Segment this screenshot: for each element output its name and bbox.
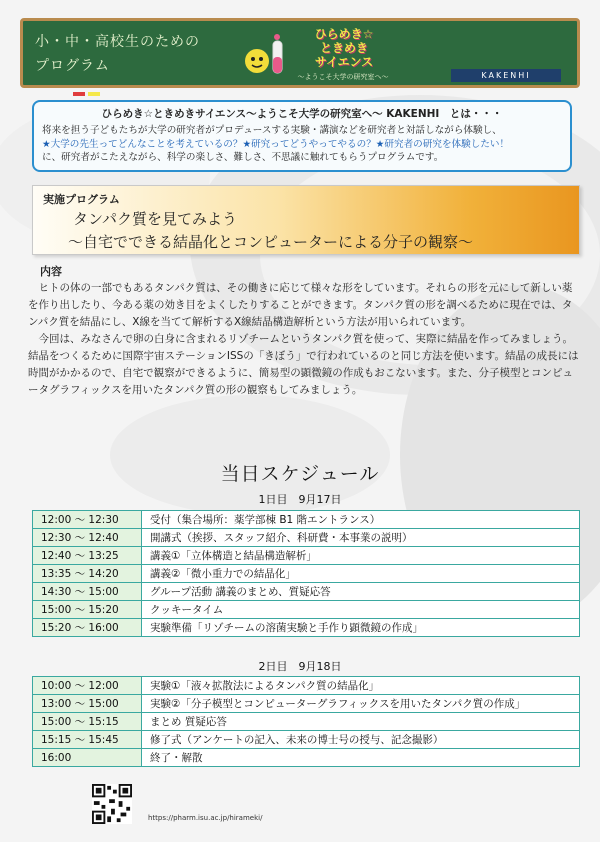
day2-schedule-table: [32, 676, 580, 767]
activity-cell: 受付（集合場所：薬学部棟 B1 階エントランス）: [142, 511, 580, 529]
program-title-banner: [32, 185, 580, 255]
logo-title-line: サイエンス: [314, 55, 374, 69]
table-row: [33, 749, 580, 767]
table-row: [33, 565, 580, 583]
time-cell: 10:00 〜 12:00: [33, 677, 142, 695]
time-cell: 15:20 〜 16:00: [33, 619, 142, 637]
content-paragraph: 今回は、みなさんで卵の白身に含まれるリゾチームというタンパク質を使って、実際に結晶を作ってみましょう。結晶をつくるために国際宇宙ステーションISSの「きぼう」で行われているのと同じ方法を使います。結晶の成長には時間がかかるので、自宅で観察ができるように、簡易型の顕微鏡の作成もおこないます。また、分子模型とコンピュータグラフィックスを用いたタンパク質の形の観察もしてみましょう。: [28, 333, 579, 396]
activity-cell: 修了式（アンケートの記入、未来の博士号の授与、記念撮影）: [142, 731, 580, 749]
table-row: [33, 713, 580, 731]
header-program-label: プログラム: [35, 58, 110, 74]
activity-cell: 開講式（挨拶、スタッフ紹介、科研費・本事業の説明）: [142, 529, 580, 547]
activity-cell: 実験②「分子模型とコンピューターグラフィックスを用いたタンパク質の作成」: [142, 695, 580, 713]
time-cell: 13:35 〜 14:20: [33, 565, 142, 583]
time-cell: 12:30 〜 12:40: [33, 529, 142, 547]
time-cell: 13:00 〜 15:00: [33, 695, 142, 713]
program-subtitle: 〜自宅でできる結晶化とコンピューターによる分子の観察〜: [68, 233, 474, 251]
table-row: [33, 695, 580, 713]
time-cell: 16:00: [33, 749, 142, 767]
hirameki-logo: [243, 25, 403, 85]
table-row: [33, 601, 580, 619]
table-row: [33, 583, 580, 601]
activity-cell: 講義①「立体構造と結晶構造解析」: [142, 547, 580, 565]
activity-cell: グループ活動 講義のまとめ、質疑応答: [142, 583, 580, 601]
logo-title-line: ひらめき☆: [314, 27, 374, 41]
table-row: [33, 731, 580, 749]
content-heading: 内容: [40, 265, 62, 278]
program-title: タンパク質を見てみよう: [73, 210, 237, 228]
intro-line: 将来を担う子どもたちが大学の研究者がプロデュースする実験・講演などを研究者と対話しながら体験し、: [42, 125, 502, 136]
table-row: [33, 547, 580, 565]
activity-cell: 実験①「液々拡散法によるタンパク質の結晶化」: [142, 677, 580, 695]
program-label: 実施プログラム: [43, 193, 120, 206]
kakenhi-badge: KAKENHI: [451, 69, 561, 82]
program-header-banner: [20, 18, 580, 88]
time-cell: 15:15 〜 15:45: [33, 731, 142, 749]
qr-code-icon[interactable]: [92, 784, 132, 824]
intro-title: ひらめき☆ときめきサイエンス〜ようこそ大学の研究室へ〜 KAKENHI とは・・・: [101, 108, 503, 120]
time-cell: 15:00 〜 15:15: [33, 713, 142, 731]
time-cell: 15:00 〜 15:20: [33, 601, 142, 619]
activity-cell: クッキータイム: [142, 601, 580, 619]
time-cell: 14:30 〜 15:00: [33, 583, 142, 601]
activity-cell: 講義②「微小重力での結晶化」: [142, 565, 580, 583]
intro-box: [32, 100, 572, 172]
intro-line: に、研究者がこたえながら、科学の楽しさ、難しさ、不思議に触れてもらうプログラムです。: [42, 152, 444, 163]
header-target-audience: 小・中・高校生のための: [35, 34, 200, 50]
time-cell: 12:40 〜 13:25: [33, 547, 142, 565]
program-url-link[interactable]: https://pharm.isu.ac.jp/hirameki/: [148, 814, 263, 822]
table-row: [33, 677, 580, 695]
logo-title: [289, 27, 399, 69]
table-row: [33, 619, 580, 637]
content-paragraph: ヒトの体の一部でもあるタンパク質は、その働きに応じて様々な形をしています。それらの形を元にして新しい薬を作り出したり、今ある薬の効き目をよくしたりすることができます。タンパク質の形を調べるために現在では、タンパク質を結晶にし、X線を当てて解析するX線結晶構造解析という方法が用いられています。: [28, 282, 573, 328]
chalk-pieces: [73, 81, 113, 86]
logo-subtitle: 〜ようこそ大学の研究室へ〜: [297, 73, 389, 81]
activity-cell: 終了・解散: [142, 749, 580, 767]
day2-label: 2日目 9月18日: [258, 660, 342, 673]
table-row: [33, 529, 580, 547]
intro-highlight-line: ★大学の先生ってどんなことを考えているの？★研究ってどうやってやるの？★研究者の研究を体験したい！: [42, 138, 510, 150]
content-text: [28, 280, 582, 399]
intro-body: [42, 124, 562, 165]
activity-cell: 実験準備「リゾチームの溶菌実験と手作り顕微鏡の作成」: [142, 619, 580, 637]
activity-cell: まとめ 質疑応答: [142, 713, 580, 731]
logo-title-line: ときめき: [319, 41, 368, 55]
time-cell: 12:00 〜 12:30: [33, 511, 142, 529]
day1-label: 1日目 9月17日: [258, 493, 342, 506]
table-row: [33, 511, 580, 529]
day1-schedule-table: [32, 510, 580, 637]
schedule-title: 当日スケジュール: [220, 463, 380, 485]
